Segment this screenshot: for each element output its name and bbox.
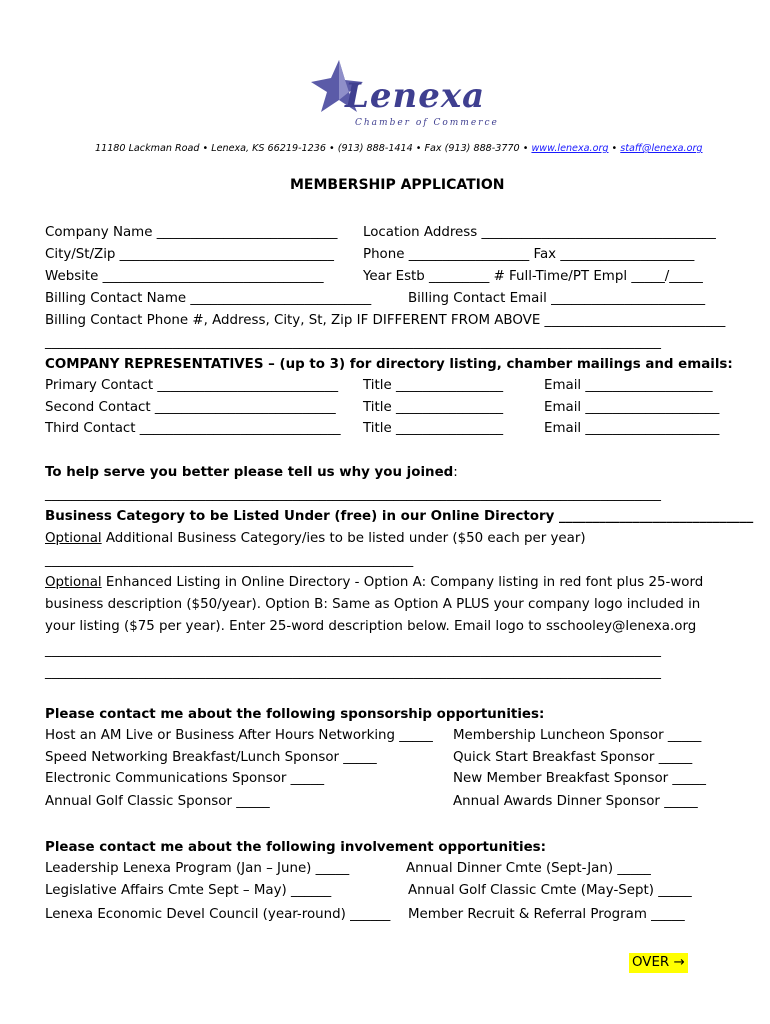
header-address: 11180 Lackman Road • Lenexa, KS 66219-1236 • (913) 888-1414 • Fax (913) 888-3770 • xyxy=(95,143,529,154)
billing-contact-name-field[interactable]: Billing Contact Name ___________________________ xyxy=(45,291,372,306)
page-title: MEMBERSHIP APPLICATION xyxy=(290,177,505,193)
involvement-item[interactable]: Leadership Lenexa Program (Jan – June) _____ xyxy=(45,861,350,876)
why-joined-heading xyxy=(45,464,458,482)
third-email-field[interactable]: Email ____________________ xyxy=(544,421,720,436)
city-st-zip-field[interactable]: City/St/Zip ________________________________ xyxy=(45,247,334,262)
header-separator: • xyxy=(611,143,618,154)
sponsor-item[interactable]: Speed Networking Breakfast/Lunch Sponsor _____ xyxy=(45,750,377,765)
billing-extra-line[interactable]: ____________________________________________________________________________________________ xyxy=(45,335,661,350)
chamber-logo xyxy=(305,58,499,132)
why-joined-colon: : xyxy=(453,465,458,480)
enhanced-listing-option xyxy=(45,574,703,592)
why-joined-field[interactable]: ____________________________________________________________________________________________ xyxy=(45,487,661,502)
sponsor-item[interactable]: Quick Start Breakfast Sponsor _____ xyxy=(453,750,693,765)
primary-contact-field[interactable]: Primary Contact ___________________________ xyxy=(45,378,339,393)
involvement-item[interactable]: Member Recruit & Referral Program _____ xyxy=(408,907,685,922)
email-link[interactable]: staff@lenexa.org xyxy=(620,143,703,154)
involvement-item[interactable]: Annual Golf Classic Cmte (May-Sept) _____ xyxy=(408,883,692,898)
enhanced-listing-text-3: your listing ($75 per year). Enter 25-word description below. Email logo to sschooley@lenexa.org xyxy=(45,619,697,634)
website-field[interactable]: Website _________________________________ xyxy=(45,269,324,284)
why-joined-label: To help serve you better please tell us why you joined xyxy=(45,465,454,480)
enhanced-listing-text-2: business description ($50/year). Option B: Same as Option A PLUS your company logo included in xyxy=(45,597,701,612)
involvement-item[interactable]: Annual Dinner Cmte (Sept-Jan) _____ xyxy=(406,861,651,876)
second-title-field[interactable]: Title ________________ xyxy=(363,400,504,415)
sponsor-item[interactable]: Host an AM Live or Business After Hours Networking _____ xyxy=(45,728,433,743)
third-title-field[interactable]: Title ________________ xyxy=(363,421,504,436)
second-email-field[interactable]: Email ____________________ xyxy=(544,400,720,415)
location-address-field[interactable]: Location Address ___________________________________ xyxy=(363,225,716,240)
involvement-heading: Please contact me about the following involvement opportunities: xyxy=(45,840,546,855)
sponsorship-heading: Please contact me about the following sponsorship opportunities: xyxy=(45,707,545,722)
sponsor-item[interactable]: Electronic Communications Sponsor _____ xyxy=(45,771,325,786)
over-indicator: OVER → xyxy=(629,953,688,973)
representatives-heading: COMPANY REPRESENTATIVES – (up to 3) for directory listing, chamber mailings and emails: xyxy=(45,357,733,372)
involvement-item[interactable]: Lenexa Economic Devel Council (year-round) ______ xyxy=(45,907,391,922)
logo-subtitle: Chamber of Commerce xyxy=(355,118,499,128)
business-category-field[interactable]: Business Category to be Listed Under (free) in our Online Directory _____________________________ xyxy=(45,509,754,524)
additional-category-option xyxy=(45,530,586,548)
header-contact-line xyxy=(95,143,703,155)
additional-category-field[interactable]: _______________________________________________________ xyxy=(45,553,414,568)
website-link[interactable]: www.lenexa.org xyxy=(531,143,609,154)
involvement-item[interactable]: Legislative Affairs Cmte Sept – May) ______ xyxy=(45,883,332,898)
sponsor-item[interactable]: Annual Golf Classic Sponsor _____ xyxy=(45,794,270,809)
primary-title-field[interactable]: Title ________________ xyxy=(363,378,504,393)
enhanced-listing-text: Enhanced Listing in Online Directory - Option A: Company listing in red font plus 25-word xyxy=(101,575,704,590)
billing-contact-phone-field[interactable]: Billing Contact Phone #, Address, City, St, Zip IF DIFFERENT FROM ABOVE ___________________________ xyxy=(45,313,726,328)
phone-fax-field[interactable]: Phone __________________ Fax ____________________ xyxy=(363,247,695,262)
third-contact-field[interactable]: Third Contact ______________________________ xyxy=(45,421,341,436)
primary-email-field[interactable]: Email ___________________ xyxy=(544,378,713,393)
second-contact-field[interactable]: Second Contact ___________________________ xyxy=(45,400,336,415)
company-name-field[interactable]: Company Name ___________________________ xyxy=(45,225,338,240)
additional-category-text: Additional Business Category/ies to be listed under ($50 each per year) xyxy=(101,531,586,546)
billing-contact-email-field[interactable]: Billing Contact Email _______________________ xyxy=(408,291,706,306)
logo-name: Lenexa xyxy=(345,76,486,116)
sponsor-item[interactable]: New Member Breakfast Sponsor _____ xyxy=(453,771,706,786)
description-field-1[interactable]: ____________________________________________________________________________________________ xyxy=(45,643,661,658)
optional-label: Optional xyxy=(45,575,102,590)
description-field-2[interactable]: ____________________________________________________________________________________________ xyxy=(45,665,661,680)
optional-label: Optional xyxy=(45,531,102,546)
sponsor-item[interactable]: Annual Awards Dinner Sponsor _____ xyxy=(453,794,698,809)
year-employees-field[interactable]: Year Estb _________ # Full-Time/PT Empl _____/_____ xyxy=(363,269,703,284)
sponsor-item[interactable]: Membership Luncheon Sponsor _____ xyxy=(453,728,702,743)
